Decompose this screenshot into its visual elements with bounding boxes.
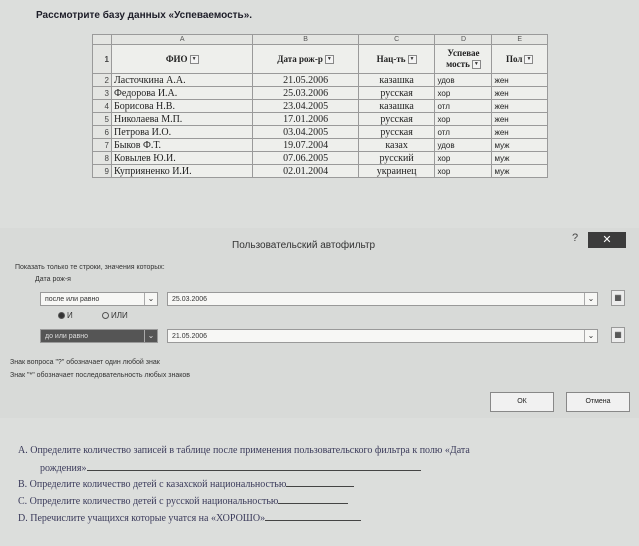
cell-sex: жен bbox=[492, 74, 548, 87]
cell-date: 23.04.2005 bbox=[253, 100, 358, 113]
cell-grade: хор bbox=[435, 87, 492, 100]
cell-grade: отл bbox=[435, 126, 492, 139]
chevron-down-icon: ⌄ bbox=[144, 330, 157, 342]
header-row bbox=[93, 45, 548, 74]
cell-n: 3 bbox=[93, 87, 112, 100]
table-body bbox=[93, 74, 548, 178]
question-c: C. Определите количество детей с русской национальностью bbox=[18, 494, 348, 507]
cell-fio: Федорова И.А. bbox=[112, 87, 253, 100]
close-button[interactable]: ✕ bbox=[588, 232, 626, 248]
chevron-down-icon: ⌄ bbox=[584, 330, 597, 342]
cell-grade: удов bbox=[435, 74, 492, 87]
header-fio: ФИО ▼ bbox=[112, 45, 253, 74]
date-picker-icon[interactable]: ▦ bbox=[611, 290, 625, 306]
cell-n: 5 bbox=[93, 113, 112, 126]
radio-dot bbox=[58, 312, 65, 319]
table-row bbox=[93, 113, 548, 126]
value-select-1[interactable]: 25.03.2006 ⌄ bbox=[167, 292, 598, 306]
cancel-button[interactable]: Отмена bbox=[566, 392, 630, 412]
cell-n: 6 bbox=[93, 126, 112, 139]
column-letter: B bbox=[253, 35, 358, 45]
cell-date: 03.04.2005 bbox=[253, 126, 358, 139]
operator-select-2[interactable]: до или равно ⌄ bbox=[40, 329, 158, 343]
cell-nat: русская bbox=[358, 126, 435, 139]
table-row bbox=[93, 87, 548, 100]
field-label: Дата рож-я bbox=[35, 276, 71, 283]
cell-nat: русская bbox=[358, 87, 435, 100]
filter-dropdown-icon[interactable]: ▼ bbox=[472, 60, 481, 69]
cell-n: 4 bbox=[93, 100, 112, 113]
database-table bbox=[92, 34, 548, 178]
cell-n: 8 bbox=[93, 152, 112, 165]
answer-line bbox=[278, 494, 348, 504]
row-number: 1 bbox=[93, 45, 112, 74]
table-row bbox=[93, 152, 548, 165]
wildcard-hint-asterisk: Знак "*" обозначает последовательность любых знаков bbox=[10, 372, 190, 379]
column-letter: A bbox=[112, 35, 253, 45]
cell-nat: русский bbox=[358, 152, 435, 165]
corner-cell bbox=[93, 35, 112, 45]
cell-grade: хор bbox=[435, 165, 492, 178]
cell-nat: казах bbox=[358, 139, 435, 152]
value-select-2[interactable]: 21.05.2006 ⌄ bbox=[167, 329, 598, 343]
cell-date: 25.03.2006 bbox=[253, 87, 358, 100]
help-icon[interactable]: ? bbox=[572, 232, 579, 244]
cell-grade: хор bbox=[435, 113, 492, 126]
table-row bbox=[93, 100, 548, 113]
cell-fio: Ласточкина А.А. bbox=[112, 74, 253, 87]
table-row bbox=[93, 165, 548, 178]
header-sex: Пол ▼ bbox=[492, 45, 548, 74]
filter-dropdown-icon[interactable]: ▼ bbox=[524, 55, 533, 64]
cell-sex: муж bbox=[492, 139, 548, 152]
radio-and[interactable]: И bbox=[58, 311, 73, 320]
show-rows-label: Показать только те строки, значения которых: bbox=[15, 264, 165, 271]
ok-button[interactable]: ОК bbox=[490, 392, 554, 412]
cell-n: 7 bbox=[93, 139, 112, 152]
radio-dot bbox=[102, 312, 109, 319]
filter-dropdown-icon[interactable]: ▼ bbox=[325, 55, 334, 64]
cell-nat: русская bbox=[358, 113, 435, 126]
column-letter: E bbox=[492, 35, 548, 45]
answer-line bbox=[87, 461, 421, 471]
custom-autofilter-dialog bbox=[0, 228, 639, 418]
task-title: Рассмотрите базу данных «Успеваемость». bbox=[36, 10, 253, 21]
operator-select-1[interactable]: после или равно ⌄ bbox=[40, 292, 158, 306]
cell-nat: украинец bbox=[358, 165, 435, 178]
question-d: D. Перечислите учащихся которые учатся на «ХОРОШО» bbox=[18, 511, 361, 524]
chevron-down-icon: ⌄ bbox=[144, 293, 157, 305]
filter-dropdown-icon[interactable]: ▼ bbox=[408, 55, 417, 64]
cell-date: 19.07.2004 bbox=[253, 139, 358, 152]
wildcard-hint-question: Знак вопроса "?" обозначает один любой знак bbox=[10, 359, 160, 366]
answer-line bbox=[265, 511, 361, 521]
cell-fio: Ковылев Ю.И. bbox=[112, 152, 253, 165]
cell-n: 2 bbox=[93, 74, 112, 87]
cell-sex: жен bbox=[492, 100, 548, 113]
question-a: A. Определите количество записей в таблице после применения пользовательского фильтра к полю «Дата bbox=[18, 445, 470, 456]
cell-sex: жен bbox=[492, 87, 548, 100]
cell-sex: муж bbox=[492, 152, 548, 165]
answer-line bbox=[286, 477, 354, 487]
cell-nat: казашка bbox=[358, 100, 435, 113]
cell-n: 9 bbox=[93, 165, 112, 178]
cell-date: 21.05.2006 bbox=[253, 74, 358, 87]
cell-grade: отл bbox=[435, 100, 492, 113]
question-a-cont: рождения» bbox=[40, 461, 421, 474]
cell-date: 02.01.2004 bbox=[253, 165, 358, 178]
cell-sex: жен bbox=[492, 113, 548, 126]
filter-dropdown-icon[interactable]: ▼ bbox=[190, 55, 199, 64]
cell-fio: Быков Ф.Т. bbox=[112, 139, 253, 152]
cell-date: 07.06.2005 bbox=[253, 152, 358, 165]
header-date: Дата рож-р ▼ bbox=[253, 45, 358, 74]
column-letter: D bbox=[435, 35, 492, 45]
table-row bbox=[93, 139, 548, 152]
column-letters-row bbox=[93, 35, 548, 45]
cell-date: 17.01.2006 bbox=[253, 113, 358, 126]
radio-or[interactable]: ИЛИ bbox=[102, 311, 128, 320]
date-picker-icon[interactable]: ▦ bbox=[611, 327, 625, 343]
cell-sex: жен bbox=[492, 126, 548, 139]
chevron-down-icon: ⌄ bbox=[584, 293, 597, 305]
table-row bbox=[93, 74, 548, 87]
cell-fio: Куприяненко И.И. bbox=[112, 165, 253, 178]
question-b: B. Определите количество детей с казахской национальностью bbox=[18, 477, 354, 490]
cell-grade: хор bbox=[435, 152, 492, 165]
header-nationality: Нац-ть ▼ bbox=[358, 45, 435, 74]
cell-sex: муж bbox=[492, 165, 548, 178]
table-row bbox=[93, 126, 548, 139]
cell-grade: удов bbox=[435, 139, 492, 152]
dialog-title: Пользовательский автофильтр bbox=[232, 240, 376, 251]
header-grade: Успевае мость ▼ bbox=[435, 45, 492, 74]
cell-fio: Петрова И.О. bbox=[112, 126, 253, 139]
cell-fio: Борисова Н.В. bbox=[112, 100, 253, 113]
column-letter: C bbox=[358, 35, 435, 45]
cell-fio: Николаева М.П. bbox=[112, 113, 253, 126]
cell-nat: казашка bbox=[358, 74, 435, 87]
